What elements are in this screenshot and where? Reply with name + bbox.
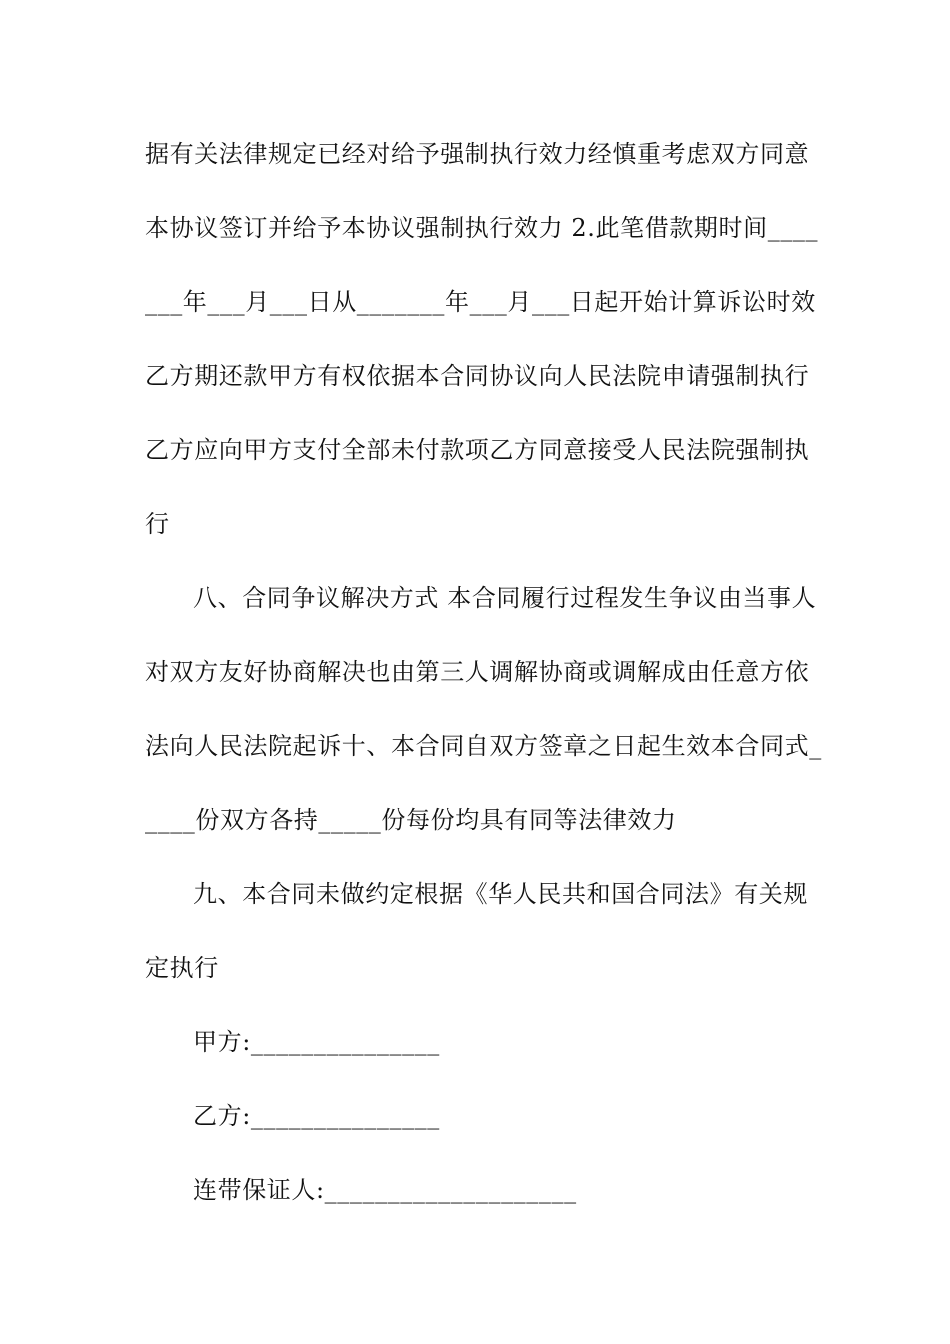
party-b-signature-line: 乙方:_______________ xyxy=(193,1102,440,1130)
section-eight-heading-line: 八、合同争议解决方式 本合同履行过程发生争议由当事人 xyxy=(193,584,817,612)
paragraph-line: 乙方应向甲方支付全部未付款项乙方同意接受人民法院强制执 xyxy=(145,436,810,464)
guarantor-signature-line: 连带保证人:____________________ xyxy=(193,1176,577,1204)
paragraph-line: 定执行 xyxy=(145,954,219,982)
section-nine-heading-line: 九、本合同未做约定根据《华人民共和国合同法》有关规 xyxy=(193,880,808,908)
paragraph-line: 行 xyxy=(145,510,170,538)
paragraph-line: ____份双方各持_____份每份均具有同等法律效力 xyxy=(145,806,677,834)
party-a-signature-line: 甲方:_______________ xyxy=(193,1028,440,1056)
paragraph-line: 据有关法律规定已经对给予强制执行效力经慎重考虑双方同意 xyxy=(145,140,810,168)
paragraph-line: 本协议签订并给予本协议强制执行效力 2.此笔借款期时间____ xyxy=(145,214,819,242)
paragraph-line: 乙方期还款甲方有权依据本合同协议向人民法院申请强制执行 xyxy=(145,362,810,390)
paragraph-line: 对双方友好协商解决也由第三人调解协商或调解成由任意方依 xyxy=(145,658,810,686)
paragraph-line: 法向人民法院起诉十、本合同自双方签章之日起生效本合同式_ xyxy=(145,732,822,760)
paragraph-line: ___年___月___日从_______年___月___日起开始计算诉讼时效 xyxy=(145,288,816,316)
